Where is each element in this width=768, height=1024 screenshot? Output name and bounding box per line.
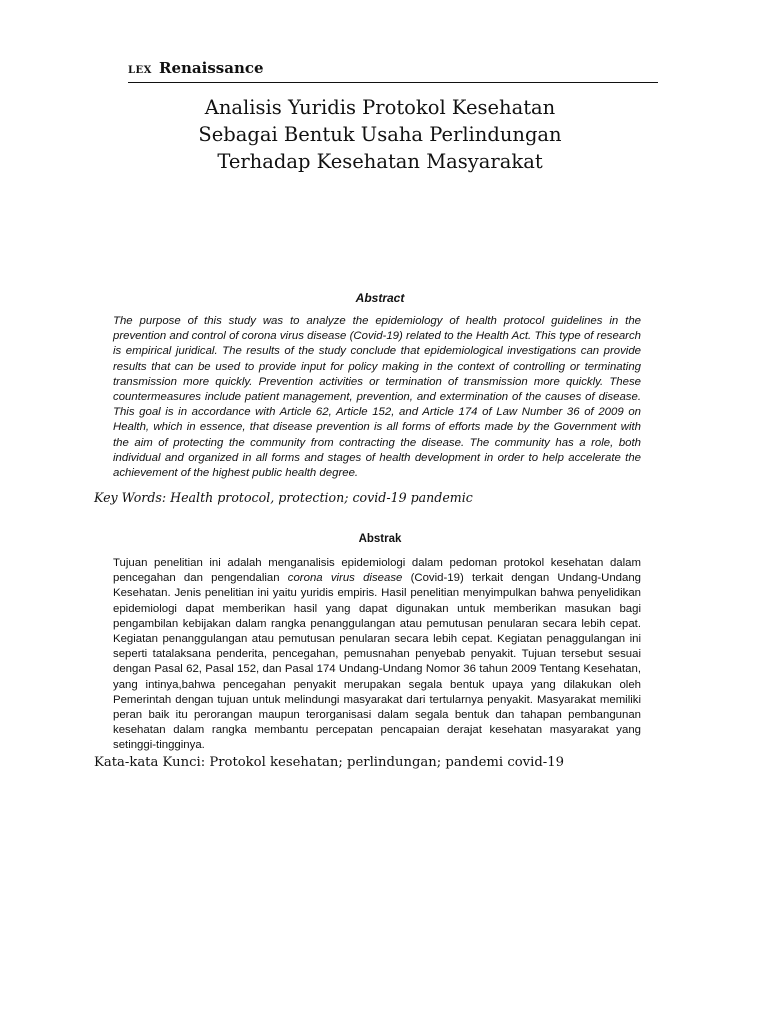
title-line-1: Analisis Yuridis Protokol Kesehatan <box>204 96 556 119</box>
abstrak-heading: Abstrak <box>358 533 402 545</box>
journal-prefix: LEX <box>128 65 152 76</box>
abstrak-body-italic-term: corona virus disease <box>287 572 403 585</box>
article-title <box>100 94 660 175</box>
journal-name: Renaissance <box>159 59 264 77</box>
title-line-2: Sebagai Bentuk Usaha Perlindungan <box>198 123 562 146</box>
abstract-heading: Abstract <box>355 291 405 305</box>
title-line-3: Terhadap Kesehatan Masyarakat <box>217 150 543 173</box>
abstrak-body-part-1: Tujuan penelitian ini adalah menganalisis epidemiologi dalam pedoman protokol kesehatan dalam pencegahan dan pengendalian <box>113 557 641 585</box>
keywords-indonesian: Kata-kata Kunci: Protokol kesehatan; perlindungan; pandemi covid-19 <box>94 755 565 770</box>
abstrak-body <box>113 556 641 754</box>
running-header <box>128 58 658 83</box>
abstrak-body-part-2: (Covid-19) terkait dengan Undang-Undang Kesehatan. Jenis penelitian ini yaitu yuridis empiris. Hasil penelitian menyimpulkan bahwa penyelidikan epidemiologi dapat memberikan hasil yang dapat digunakan untuk memberikan masukan bagi pengambilan kebijakan dalam rangka penanggulangan atau pemutusan penularan secara lebih cepat. Kegiatan penanggulangan atau pemutusan penularan secara lebih cepat. Kegiatan penaggulangan ini seperti tatalaksana penderita, pencegahan, pemusnahan penyebab penyakit. Tujuan tersebut sesuai dengan Pasal 62, Pasal 152, dan Pasal 174 Undang-Undang Nomor 36 tahun 2009 Tentang Kesehatan, yang intinya,bahwa pencegahan penyakit merupakan segala bentuk upaya yang dilakukan oleh Pemerintah dengan tujuan untuk melindungi masyarakat dari tertularnya penyakit. Masyarakat memiliki peran baik itu perorangan maupun terorganisasi dalam segala bentuk dan tahapan pembangunan kesehatan dalam rangka membantu percepatan pencapaian derajat kesehatan masyarakat yang setinggi-tingginya. <box>113 572 642 752</box>
keywords-english: Key Words: Health protocol, protection; covid-19 pandemic <box>94 490 473 505</box>
abstract-body: The purpose of this study was to analyze the epidemiology of health protocol guidelines in the prevention and control of corona virus disease (Covid-19) related to the Health Act. This type of research is empirical juridical. The results of the study conclude that epidemiological investigations can provide results that can be used to provide input for policy making in the context of controlling or terminating transmission more quickly. Prevention activities or termination of transmission more quickly. These countermeasures include patient management, prevention, and extermination of the causes of disease. This goal is in accordance with Article 62, Article 152, and Article 174 of Law Number 36 of 2009 on Health, which in essence, that disease prevention is all forms of efforts made by the Government with the aim of protecting the community from contracting the disease. The community has a role, both individual and organized in all forms and stages of health development in order to help accelerate the achievement of the highest public health degree. <box>113 315 641 480</box>
